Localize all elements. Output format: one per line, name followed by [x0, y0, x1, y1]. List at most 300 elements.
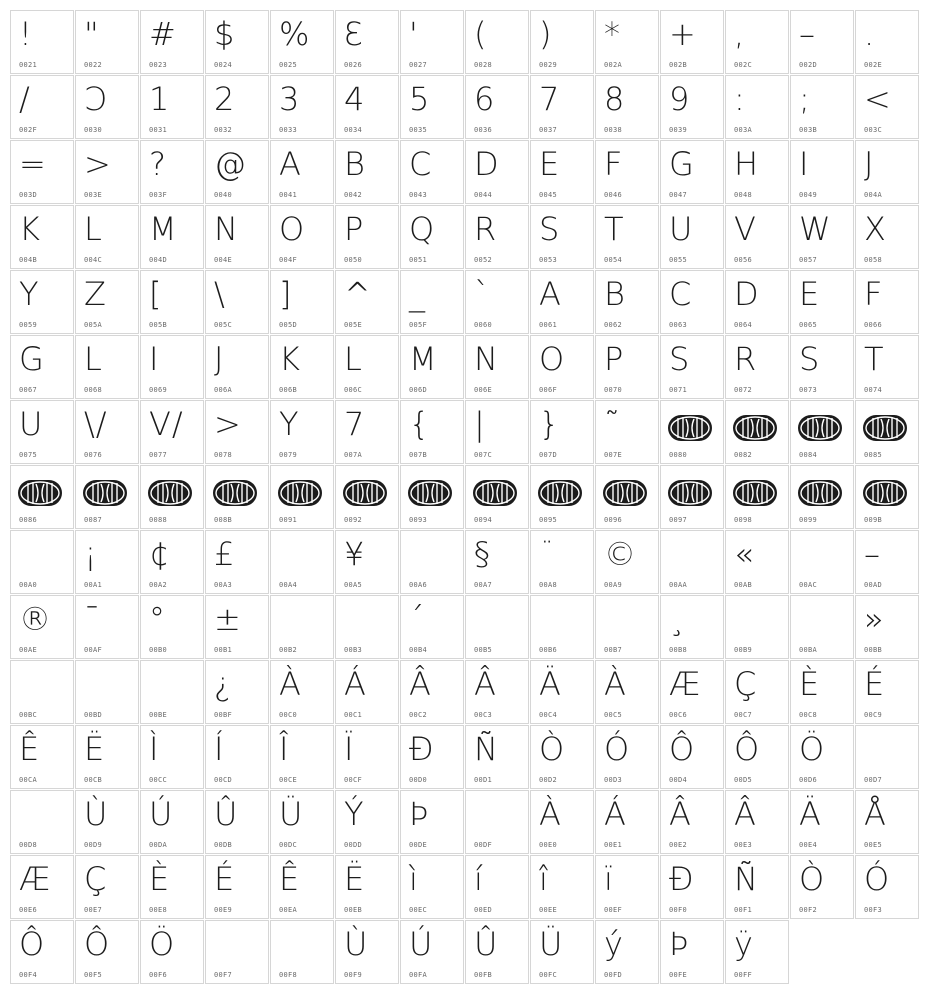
- glyph-cell-00d0: [400, 725, 464, 789]
- glyph-char: L: [84, 340, 103, 378]
- glyph-char: N: [474, 340, 499, 378]
- glyph-char: $: [214, 15, 236, 53]
- glyph-char: >: [214, 405, 242, 443]
- glyph-cell-00c5: [595, 660, 659, 724]
- glyph-char: O: [539, 340, 566, 378]
- glyph-codepoint-label: 00F4: [19, 971, 38, 979]
- glyph-codepoint-label: 005D: [279, 321, 298, 329]
- glyph-codepoint-label: 00AD: [864, 581, 883, 589]
- glyph-codepoint-label: 00E5: [864, 841, 883, 849]
- glyph-cell-00c6: [660, 660, 724, 724]
- glyph-char: !: [19, 15, 33, 53]
- glyph-codepoint-label: 0041: [279, 191, 298, 199]
- glyph-char: *: [604, 15, 621, 53]
- glyph-cell-00b4: [400, 595, 464, 659]
- glyph-cell-00d2: [530, 725, 594, 789]
- glyph-cell-00f2: [790, 855, 854, 919]
- glyph-cell-0059: [10, 270, 74, 334]
- glyph-cell-0028: [465, 10, 529, 74]
- glyph-codepoint-label: 0096: [604, 516, 623, 524]
- glyph-char: Å: [864, 795, 887, 833]
- glyph-char: 7: [344, 405, 366, 443]
- glyph-codepoint-label: 00C1: [344, 711, 363, 719]
- glyph-cell-006a: [205, 335, 269, 399]
- glyph-cell-005e: [335, 270, 399, 334]
- glyph-char: È: [149, 860, 171, 898]
- glyph-char: Ý: [344, 795, 365, 833]
- glyph-cell-0042: [335, 140, 399, 204]
- glyph-char: Y: [279, 405, 300, 443]
- glyph-cell-0038: [595, 75, 659, 139]
- glyph-codepoint-label: 0095: [539, 516, 558, 524]
- glyph-char: V: [734, 210, 757, 248]
- glyph-cell-00ab: [725, 530, 789, 594]
- glyph-char: Á: [344, 665, 367, 703]
- glyph-codepoint-label: 00FC: [539, 971, 558, 979]
- glyph-cell-007d: [530, 400, 594, 464]
- glyph-codepoint-label: 0045: [539, 191, 558, 199]
- glyph-codepoint-label: 0034: [344, 126, 363, 134]
- glyph-codepoint-label: 0040: [214, 191, 233, 199]
- glyph-cell-00a9: [595, 530, 659, 594]
- glyph-char: V/: [149, 405, 184, 443]
- glyph-cell-00bd: [75, 660, 139, 724]
- glyph-cell-009b: [855, 465, 919, 529]
- glyph-cell-00e6: [10, 855, 74, 919]
- glyph-codepoint-label: 00BF: [214, 711, 233, 719]
- notdef-double-oval-icon: [82, 478, 128, 508]
- glyph-char: ì: [409, 860, 419, 898]
- glyph-cell-00a7: [465, 530, 529, 594]
- glyph-cell-00ed: [465, 855, 529, 919]
- glyph-codepoint-label: 006E: [474, 386, 493, 394]
- glyph-char: ±: [214, 600, 242, 638]
- notdef-double-oval-icon: [667, 413, 713, 443]
- glyph-char: Þ: [669, 925, 690, 963]
- glyph-codepoint-label: 0026: [344, 61, 363, 69]
- glyph-char: 5: [409, 80, 431, 118]
- glyph-cell-0057: [790, 205, 854, 269]
- glyph-codepoint-label: 0042: [344, 191, 363, 199]
- glyph-cell-00e8: [140, 855, 204, 919]
- glyph-cell-00ff: [725, 920, 789, 984]
- glyph-char: C: [669, 275, 693, 313]
- glyph-codepoint-label: 009B: [864, 516, 883, 524]
- glyph-cell-00a5: [335, 530, 399, 594]
- glyph-cell-00c4: [530, 660, 594, 724]
- glyph-char: K: [279, 340, 301, 378]
- glyph-cell-00ad: [855, 530, 919, 594]
- glyph-cell-00fe: [660, 920, 724, 984]
- glyph-cell-00b7: [595, 595, 659, 659]
- glyph-codepoint-label: 00AA: [669, 581, 688, 589]
- glyph-char: 1: [149, 80, 171, 118]
- glyph-cell-00ef: [595, 855, 659, 919]
- glyph-char: S: [669, 340, 691, 378]
- glyph-cell-00dd: [335, 790, 399, 854]
- glyph-codepoint-label: 0076: [84, 451, 103, 459]
- glyph-codepoint-label: 00CF: [344, 776, 363, 784]
- glyph-char: <: [864, 80, 892, 118]
- glyph-cell-00a8: [530, 530, 594, 594]
- glyph-codepoint-label: 0066: [864, 321, 883, 329]
- glyph-char: Æ: [669, 665, 702, 703]
- glyph-codepoint-label: 00B5: [474, 646, 493, 654]
- glyph-char: Ü: [539, 925, 564, 963]
- glyph-codepoint-label: 00A4: [279, 581, 298, 589]
- glyph-codepoint-label: 0094: [474, 516, 493, 524]
- glyph-cell-002d: [790, 10, 854, 74]
- glyph-codepoint-label: 007A: [344, 451, 363, 459]
- glyph-cell-00a3: [205, 530, 269, 594]
- glyph-codepoint-label: 002E: [864, 61, 883, 69]
- glyph-char: E: [539, 145, 561, 183]
- glyph-cell-00cc: [140, 725, 204, 789]
- glyph-char: C: [409, 145, 433, 183]
- glyph-char: Ù: [344, 925, 369, 963]
- glyph-codepoint-label: 00CE: [279, 776, 298, 784]
- glyph-cell-0035: [400, 75, 464, 139]
- glyph-cell-00f7: [205, 920, 269, 984]
- glyph-codepoint-label: 0038: [604, 126, 623, 134]
- glyph-cell-00fd: [595, 920, 659, 984]
- glyph-codepoint-label: 00F3: [864, 906, 883, 914]
- glyph-cell-0086: [10, 465, 74, 529]
- glyph-codepoint-label: 00E0: [539, 841, 558, 849]
- glyph-codepoint-label: 0082: [734, 451, 753, 459]
- glyph-codepoint-label: 0087: [84, 516, 103, 524]
- glyph-char: H: [734, 145, 760, 183]
- glyph-cell-00ac: [790, 530, 854, 594]
- glyph-char: [: [149, 275, 163, 313]
- glyph-codepoint-label: 0064: [734, 321, 753, 329]
- notdef-double-oval-icon: [797, 478, 843, 508]
- glyph-cell-00d6: [790, 725, 854, 789]
- glyph-char: }: [539, 405, 561, 443]
- glyph-char: Â: [669, 795, 692, 833]
- glyph-cell-006b: [270, 335, 334, 399]
- glyph-codepoint-label: 00FD: [604, 971, 623, 979]
- glyph-codepoint-label: 0091: [279, 516, 298, 524]
- glyph-cell-006d: [400, 335, 464, 399]
- glyph-codepoint-label: 00D8: [19, 841, 38, 849]
- glyph-codepoint-label: 00A6: [409, 581, 428, 589]
- glyph-codepoint-label: 00BA: [799, 646, 818, 654]
- glyph-char: È: [799, 665, 821, 703]
- glyph-char: S: [799, 340, 821, 378]
- glyph-codepoint-label: 00E2: [669, 841, 688, 849]
- glyph-char: Á: [604, 795, 627, 833]
- glyph-cell-00f0: [660, 855, 724, 919]
- glyph-char: ÿ: [734, 925, 754, 963]
- glyph-codepoint-label: 00D7: [864, 776, 883, 784]
- glyph-cell-0030: [75, 75, 139, 139]
- glyph-char: É: [214, 860, 236, 898]
- glyph-char: Ɔ: [84, 80, 108, 118]
- glyph-codepoint-label: 007C: [474, 451, 493, 459]
- glyph-cell-005c: [205, 270, 269, 334]
- glyph-char: R: [734, 340, 758, 378]
- glyph-cell-004f: [270, 205, 334, 269]
- glyph-cell-00c9: [855, 660, 919, 724]
- glyph-codepoint-label: 006F: [539, 386, 558, 394]
- glyph-cell-006f: [530, 335, 594, 399]
- glyph-char: ': [409, 15, 419, 53]
- glyph-char: Ê: [279, 860, 301, 898]
- glyph-codepoint-label: 0046: [604, 191, 623, 199]
- glyph-codepoint-label: 00A1: [84, 581, 103, 589]
- glyph-char: /: [19, 80, 31, 118]
- glyph-codepoint-label: 007B: [409, 451, 428, 459]
- glyph-codepoint-label: 00BE: [149, 711, 168, 719]
- glyph-cell-0098: [725, 465, 789, 529]
- glyph-char: ¢: [149, 535, 171, 573]
- glyph-codepoint-label: 00C9: [864, 711, 883, 719]
- glyph-codepoint-label: 004F: [279, 256, 298, 264]
- glyph-cell-0063: [660, 270, 724, 334]
- glyph-cell-00dc: [270, 790, 334, 854]
- glyph-char: «: [734, 535, 755, 573]
- glyph-char: X: [864, 210, 887, 248]
- glyph-char: ": [84, 15, 100, 53]
- glyph-cell-0060: [465, 270, 529, 334]
- glyph-cell-003e: [75, 140, 139, 204]
- glyph-char: @: [214, 145, 247, 183]
- glyph-codepoint-label: 00EB: [344, 906, 363, 914]
- glyph-codepoint-label: 0080: [669, 451, 688, 459]
- glyph-codepoint-label: 00E4: [799, 841, 818, 849]
- glyph-char: ®: [19, 600, 52, 638]
- glyph-char: 4: [344, 80, 366, 118]
- glyph-char: ï: [604, 860, 614, 898]
- glyph-codepoint-label: 00C8: [799, 711, 818, 719]
- glyph-char: A: [279, 145, 302, 183]
- glyph-cell-005d: [270, 270, 334, 334]
- glyph-codepoint-label: 00CC: [149, 776, 168, 784]
- glyph-codepoint-label: 00A5: [344, 581, 363, 589]
- glyph-cell-00e3: [725, 790, 789, 854]
- glyph-char: A: [539, 275, 562, 313]
- glyph-char: ¨: [539, 535, 556, 573]
- glyph-cell-0071: [660, 335, 724, 399]
- glyph-cell-002e: [855, 10, 919, 74]
- glyph-codepoint-label: 00D5: [734, 776, 753, 784]
- glyph-codepoint-label: 00BD: [84, 711, 103, 719]
- glyph-cell-004b: [10, 205, 74, 269]
- glyph-codepoint-label: 003F: [149, 191, 168, 199]
- glyph-codepoint-label: 00D1: [474, 776, 493, 784]
- glyph-char: Ó: [864, 860, 891, 898]
- glyph-codepoint-label: 0052: [474, 256, 493, 264]
- glyph-codepoint-label: 00ED: [474, 906, 493, 914]
- glyph-char: Z: [84, 275, 107, 313]
- glyph-codepoint-label: 0074: [864, 386, 883, 394]
- glyph-char: N: [214, 210, 239, 248]
- glyph-char: Ô: [84, 925, 111, 963]
- glyph-char: Y: [19, 275, 40, 313]
- glyph-cell-00e4: [790, 790, 854, 854]
- glyph-cell-0062: [595, 270, 659, 334]
- glyph-codepoint-label: 002C: [734, 61, 753, 69]
- glyph-cell-0072: [725, 335, 789, 399]
- glyph-codepoint-label: 0069: [149, 386, 168, 394]
- glyph-codepoint-label: 0060: [474, 321, 493, 329]
- notdef-double-oval-icon: [17, 478, 63, 508]
- glyph-char: £: [214, 535, 236, 573]
- glyph-char: Ɛ: [344, 15, 364, 53]
- glyph-char: Ü: [279, 795, 304, 833]
- glyph-char: W: [799, 210, 832, 248]
- glyph-codepoint-label: 002D: [799, 61, 818, 69]
- glyph-codepoint-label: 005B: [149, 321, 168, 329]
- glyph-char: Ú: [149, 795, 174, 833]
- glyph-codepoint-label: 0085: [864, 451, 883, 459]
- glyph-codepoint-label: 0051: [409, 256, 428, 264]
- glyph-char: Ù: [84, 795, 109, 833]
- glyph-cell-00bf: [205, 660, 269, 724]
- glyph-char: Â: [474, 665, 497, 703]
- glyph-codepoint-label: 0036: [474, 126, 493, 134]
- glyph-char: Ä: [539, 665, 562, 703]
- notdef-double-oval-icon: [602, 478, 648, 508]
- glyph-codepoint-label: 00EE: [539, 906, 558, 914]
- glyph-char: ): [539, 15, 553, 53]
- glyph-char: Ì: [149, 730, 160, 768]
- glyph-cell-004c: [75, 205, 139, 269]
- glyph-cell-0085: [855, 400, 919, 464]
- glyph-codepoint-label: 0022: [84, 61, 103, 69]
- glyph-cell-0023: [140, 10, 204, 74]
- glyph-char: {: [409, 405, 431, 443]
- glyph-cell-0054: [595, 205, 659, 269]
- glyph-cell-00df: [465, 790, 529, 854]
- glyph-codepoint-label: 00DF: [474, 841, 493, 849]
- glyph-cell-002c: [725, 10, 789, 74]
- glyph-cell-0094: [465, 465, 529, 529]
- glyph-char: S: [539, 210, 561, 248]
- glyph-codepoint-label: 00B8: [669, 646, 688, 654]
- glyph-cell-0082: [725, 400, 789, 464]
- glyph-cell-00e9: [205, 855, 269, 919]
- glyph-codepoint-label: 00D0: [409, 776, 428, 784]
- glyph-codepoint-label: 006D: [409, 386, 428, 394]
- glyph-codepoint-label: 003B: [799, 126, 818, 134]
- glyph-cell-0096: [595, 465, 659, 529]
- glyph-codepoint-label: 00E9: [214, 906, 233, 914]
- glyph-cell-00da: [140, 790, 204, 854]
- glyph-cell-00c7: [725, 660, 789, 724]
- glyph-codepoint-label: 0033: [279, 126, 298, 134]
- glyph-cell-0093: [400, 465, 464, 529]
- glyph-codepoint-label: 0027: [409, 61, 428, 69]
- glyph-cell-003d: [10, 140, 74, 204]
- glyph-char: Í: [214, 730, 225, 768]
- glyph-cell-00e5: [855, 790, 919, 854]
- glyph-cell-00e2: [660, 790, 724, 854]
- glyph-char: ¯: [84, 600, 101, 638]
- glyph-codepoint-label: 00EC: [409, 906, 428, 914]
- glyph-cell-00f5: [75, 920, 139, 984]
- glyph-cell-00f3: [855, 855, 919, 919]
- glyph-char: M: [409, 340, 438, 378]
- glyph-char: K: [19, 210, 41, 248]
- glyph-cell-0040: [205, 140, 269, 204]
- glyph-cell-0037: [530, 75, 594, 139]
- glyph-codepoint-label: 0075: [19, 451, 38, 459]
- glyph-cell-007c: [465, 400, 529, 464]
- glyph-char: +: [669, 15, 697, 53]
- glyph-char: U: [669, 210, 694, 248]
- glyph-codepoint-label: 00B6: [539, 646, 558, 654]
- glyph-codepoint-label: 0071: [669, 386, 688, 394]
- glyph-char: í: [474, 860, 484, 898]
- glyph-codepoint-label: 007E: [604, 451, 623, 459]
- glyph-cell-003c: [855, 75, 919, 139]
- glyph-cell-00f9: [335, 920, 399, 984]
- glyph-codepoint-label: 0050: [344, 256, 363, 264]
- glyph-codepoint-label: 0039: [669, 126, 688, 134]
- glyph-cell-00cb: [75, 725, 139, 789]
- glyph-codepoint-label: 0070: [604, 386, 623, 394]
- glyph-char: |: [474, 405, 486, 443]
- glyph-char: I: [149, 340, 160, 378]
- glyph-cell-00fa: [400, 920, 464, 984]
- glyph-codepoint-label: 0097: [669, 516, 688, 524]
- glyph-char: J: [214, 340, 225, 378]
- glyph-codepoint-label: 00DB: [214, 841, 233, 849]
- glyph-codepoint-label: 00DA: [149, 841, 168, 849]
- glyph-codepoint-label: 0058: [864, 256, 883, 264]
- glyph-codepoint-label: 00F5: [84, 971, 103, 979]
- glyph-codepoint-label: 00B0: [149, 646, 168, 654]
- glyph-cell-00fc: [530, 920, 594, 984]
- glyph-cell-0029: [530, 10, 594, 74]
- glyph-cell-00b6: [530, 595, 594, 659]
- glyph-char: Ö: [149, 925, 176, 963]
- glyph-char: Â: [734, 795, 757, 833]
- glyph-char: 6: [474, 80, 496, 118]
- glyph-char: F: [864, 275, 884, 313]
- glyph-codepoint-label: 004C: [84, 256, 103, 264]
- glyph-cell-004d: [140, 205, 204, 269]
- glyph-codepoint-label: 00C6: [669, 711, 688, 719]
- glyph-codepoint-label: 00FB: [474, 971, 493, 979]
- glyph-cell-00b1: [205, 595, 269, 659]
- glyph-codepoint-label: 004A: [864, 191, 883, 199]
- glyph-char: G: [19, 340, 45, 378]
- glyph-char: Đ: [409, 730, 435, 768]
- glyph-cell-0084: [790, 400, 854, 464]
- glyph-codepoint-label: 0024: [214, 61, 233, 69]
- notdef-double-oval-icon: [667, 478, 713, 508]
- glyph-char: Û: [214, 795, 239, 833]
- glyph-codepoint-label: 00B3: [344, 646, 363, 654]
- glyph-codepoint-label: 00A8: [539, 581, 558, 589]
- glyph-char: G: [669, 145, 695, 183]
- glyph-codepoint-label: 0067: [19, 386, 38, 394]
- glyph-codepoint-label: 00F8: [279, 971, 298, 979]
- glyph-cell-0034: [335, 75, 399, 139]
- glyph-codepoint-label: 005F: [409, 321, 428, 329]
- glyph-codepoint-label: 0073: [799, 386, 818, 394]
- glyph-char: À: [604, 665, 627, 703]
- glyph-codepoint-label: 00DC: [279, 841, 298, 849]
- glyph-char: §: [474, 535, 491, 573]
- glyph-cell-003a: [725, 75, 789, 139]
- glyph-codepoint-label: 00FE: [669, 971, 688, 979]
- glyph-cell-0080: [660, 400, 724, 464]
- glyph-codepoint-label: 00D3: [604, 776, 623, 784]
